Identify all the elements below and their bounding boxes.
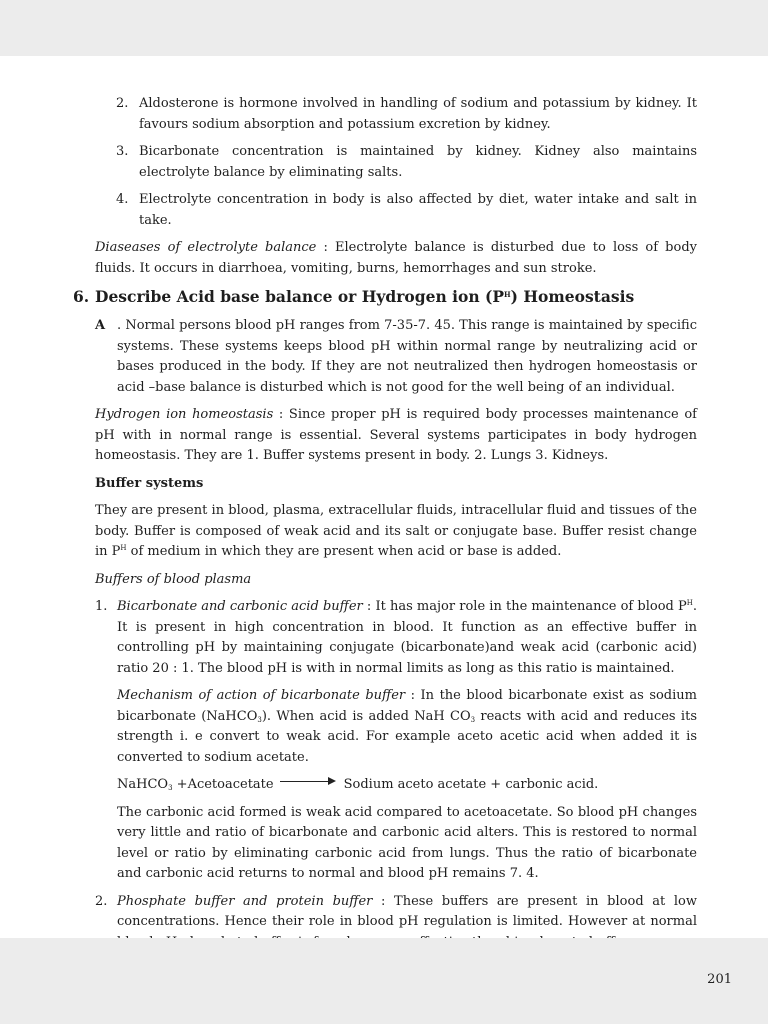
viewer-bottom-bar (0, 938, 768, 1024)
answer-a-text: . Normal persons blood pH ranges from 7-35-7. 45. This range is maintained by specific systems. These systems keeps blood pH within normal range by neutralizing acid or bases produced in the body. If they are not neutralized then hydrogen homeostasis or acid –base balance is disturbed which is not good for the well being of an individual. (117, 318, 697, 395)
answer-a (95, 316, 697, 398)
list-item (95, 142, 697, 183)
list-item-number: 2. (116, 96, 129, 111)
list-item (95, 190, 697, 231)
bicarb-text-after: . It is present in high concentration in blood. It function as an effective buffer in controlling pH by maintaining conjugate (bicarbonate)and weak acid (carbonic acid) ratio 20 : 1. The blood pH is with in normal limits as long as this ratio is maintained. (117, 599, 697, 676)
mechanism-label: Mechanism of action of bicarbonate buffer (117, 688, 406, 703)
buffer-systems-heading: Buffer systems (95, 475, 204, 491)
list-item-text: Aldosterone is hormone involved in handling of sodium and potassium by kidney. It favours sodium absorption and potassium excretion by kidney. (139, 96, 697, 132)
reaction-equation (95, 775, 697, 796)
hydrogen-label: Hydrogen ion homeostasis (95, 407, 274, 422)
list-item-number: 2. (95, 893, 108, 909)
list-item (95, 597, 697, 679)
question-heading (73, 286, 697, 308)
list-item-number: 1. (95, 599, 108, 614)
reaction-arrow-icon (280, 777, 336, 787)
carbonic-paragraph: The carbonic acid formed is weak acid compared to acetoacetate. So blood pH changes very little and ratio of bicarbonate and carbonic acid alters. This is restored to normal level or ratio by eliminating carbonic acid from lungs. Thus the ratio of bicarbonate and carbonic acid returns to normal and blood pH remains 7. 4. (117, 804, 697, 881)
diseases-paragraph (95, 238, 697, 279)
question-title-before: Describe Acid base balance or Hydrogen ion (P (95, 287, 504, 306)
bicarb-text-before: : It has major role in the maintenance of blood P (362, 599, 687, 614)
list-item-number: 3. (116, 144, 129, 159)
phosphate-label: Phosphate buffer and protein buffer (117, 893, 373, 909)
reaction-left-sub: 3 (168, 784, 173, 792)
page-content (73, 94, 697, 960)
reaction-right: Sodium aceto acetate + carbonic acid. (343, 777, 599, 792)
buffer-text-sup: H (120, 544, 127, 552)
buffer-text-after: of medium in which they are present when acid or base is added. (126, 544, 562, 559)
buffer-text-before: They are present in blood, plasma, extracellular fluids, intracellular fluid and tissues of the body. Buffer is composed of weak acid and its salt or conjugate base. Buffer resist change in P (95, 503, 697, 559)
list-item-text: Electrolyte concentration in body is also affected by diet, water intake and salt in take. (139, 192, 697, 228)
plasma-heading (95, 570, 697, 591)
list-item-number: 4. (116, 192, 129, 207)
viewer-top-bar (0, 0, 768, 56)
reaction-left-suffix: +Acetoacetate (172, 777, 274, 792)
mechanism-paragraph (95, 686, 697, 768)
mechanism-text-2: ). When acid is added NaH CO (261, 708, 471, 724)
question-number: 6. (73, 287, 90, 306)
mechanism-sub-1: 3 (257, 715, 262, 724)
question-title-after: ) Homeostasis (510, 287, 635, 306)
diseases-text: : Electrolyte balance is disturbed due to loss of body fluids. It occurs in diarrhoea, vomiting, burns, hemorrhages and sun stroke. (95, 240, 697, 276)
answer-letter: A (95, 318, 106, 333)
hydrogen-text: : Since proper pH is required body processes maintenance of pH with in normal range is essential. Several systems participates in body hydrogen homeostasis. They are 1. Buffer systems present in body. 2. Lungs 3. Kidneys. (95, 407, 697, 463)
question-title-sup: H (504, 290, 511, 299)
page-number: 201 (707, 972, 732, 987)
bicarb-label: Bicarbonate and carbonic acid buffer (117, 599, 363, 614)
mechanism-sub-2: 3 (470, 715, 476, 724)
plasma-heading-text: Buffers of blood plasma (95, 571, 252, 587)
list-item-text: Bicarbonate concentration is maintained by kidney. Kidney also maintains electrolyte balance by eliminating salts. (139, 144, 697, 180)
phosphate-text: : These buffers are present in blood at low concentrations. Hence their role in blood pH regulation is limited. However at normal (117, 893, 697, 929)
diseases-label: Diaseases of electrolyte balance (95, 240, 317, 255)
reaction-left: NaHCO (117, 777, 169, 792)
bicarb-text-sup: H (686, 599, 693, 607)
mechanism-text-1: : In the blood bicarbonate exist as sodium bicarbonate (NaHCO (117, 688, 697, 724)
list-item (95, 94, 697, 135)
mechanism-text-3: reacts with acid and reduces its strength i. e convert to weak acid. For example aceto acetic acid when added it is converted to sodium acetate. (117, 708, 697, 765)
hydrogen-paragraph (95, 405, 697, 467)
buffer-paragraph (95, 501, 697, 563)
